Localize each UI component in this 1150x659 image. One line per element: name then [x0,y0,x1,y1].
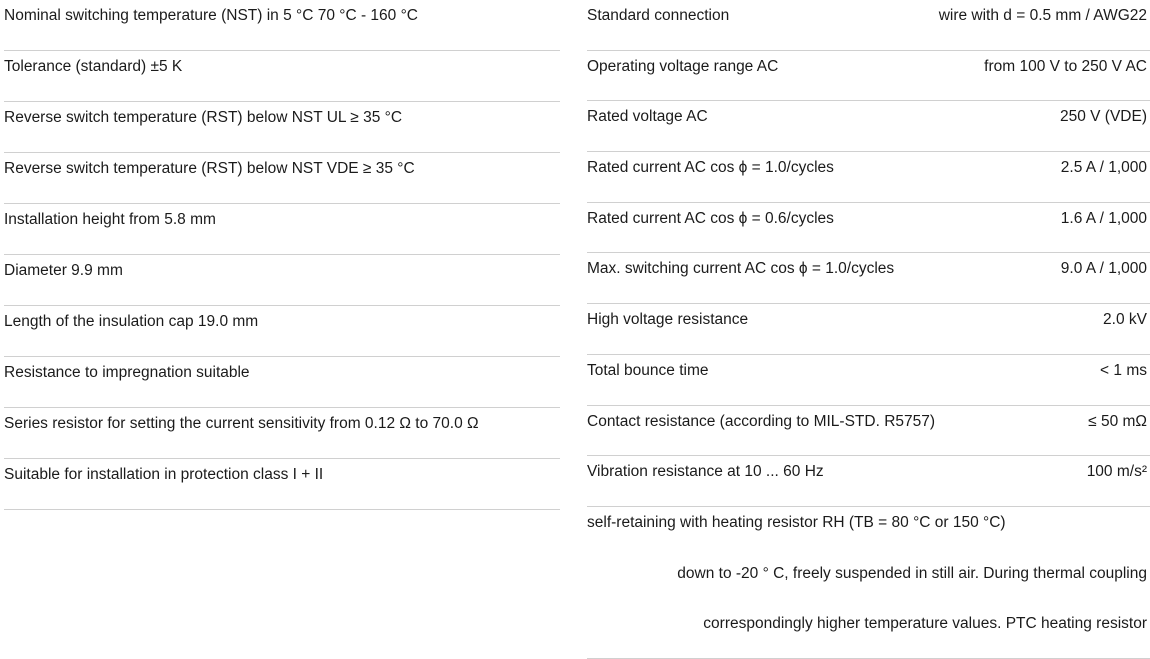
spec-row [587,355,1150,406]
spec-value: 100 m/s² [1086,463,1147,481]
spec-row [4,357,560,408]
spec-label: Max. switching current AC cos ϕ = 1.0/cycles [587,260,895,278]
spec-row [4,408,560,459]
spec-row [4,459,560,510]
spec-row [587,0,1150,51]
spec-row [4,102,560,153]
spec-row [4,51,560,102]
spec-label: Vibration resistance at 10 ... 60 Hz [587,463,824,481]
spec-row [4,153,560,204]
spec-value: wire with d = 0.5 mm / AWG22 [938,7,1147,24]
spec-label: Nominal switching temperature (NST) in 5 °C 70 °C - 160 °C [4,7,418,24]
spec-label: Operating voltage range AC [587,57,779,75]
spec-label: High voltage resistance [587,311,749,329]
spec-row [587,304,1150,355]
spec-row [4,306,560,357]
spec-label: Rated voltage AC [587,108,708,126]
spec-label: Rated current AC cos ϕ = 1.0/cycles [587,159,834,177]
spec-row [4,255,560,306]
spec-label: Installation height from 5.8 mm [4,211,216,228]
column-gap [560,0,587,659]
note-text: self-retaining with heating resistor RH (TB = 80 °C or 150 °C) [587,513,1006,531]
spec-label: Suitable for installation in protection class I + II [4,466,324,483]
spec-label: Total bounce time [587,361,709,379]
spec-row [587,203,1150,254]
note-row [587,558,1150,609]
spec-value: ≤ 50 mΩ [1088,412,1147,430]
spec-label: Diameter 9.9 mm [4,262,123,279]
spec-row [587,253,1150,304]
spec-label: Contact resistance (according to MIL-STD. R5757) [587,412,936,430]
spec-value: 9.0 A / 1,000 [1060,260,1147,278]
spec-value: 1.6 A / 1,000 [1060,209,1147,227]
spec-value: < 1 ms [1100,361,1147,379]
left-spec-column [0,0,560,659]
spec-row [4,204,560,255]
right-spec-column [587,0,1150,659]
note-row [587,608,1150,659]
left-column-filler [4,510,560,659]
spec-row [587,152,1150,203]
spec-row [587,456,1150,507]
spec-row [587,406,1150,457]
spec-label: Series resistor for setting the current sensitivity from 0.12 Ω to 70.0 Ω [4,415,479,432]
spec-value: 250 V (VDE) [1059,108,1147,126]
note-text: down to -20 ° C, freely suspended in still air. During thermal coupling [677,564,1147,582]
spec-row [587,101,1150,152]
note-row [587,507,1150,558]
spec-label: Reverse switch temperature (RST) below NST VDE ≥ 35 °C [4,160,415,177]
spec-value: 2.5 A / 1,000 [1060,159,1147,177]
spec-value: from 100 V to 250 V AC [984,57,1147,75]
spec-label: Tolerance (standard) ±5 K [4,58,183,75]
spec-label: Standard connection [587,7,730,24]
spec-label: Reverse switch temperature (RST) below NST UL ≥ 35 °C [4,109,403,126]
spec-label: Rated current AC cos ϕ = 0.6/cycles [587,209,834,227]
spec-row [4,0,560,51]
spec-value: 2.0 kV [1103,311,1147,329]
spec-label: Resistance to impregnation suitable [4,364,250,381]
note-text: correspondingly higher temperature values. PTC heating resistor [703,615,1147,633]
spec-label: Length of the insulation cap 19.0 mm [4,313,259,330]
spec-row [587,51,1150,102]
